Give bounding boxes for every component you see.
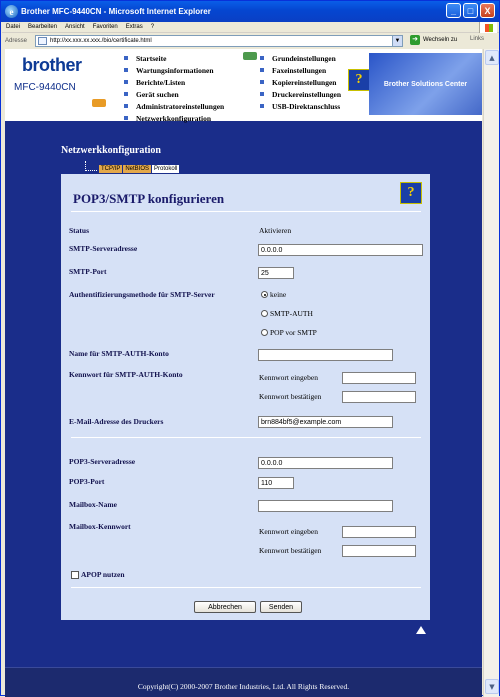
smtp-password-input[interactable] [342, 372, 416, 384]
bullet-icon [124, 116, 128, 120]
nav-left [124, 52, 224, 124]
menu-view[interactable]: Ansicht [65, 24, 85, 30]
printer-email-label: E-Mail-Adresse des Druckers [69, 417, 164, 426]
go-label: Wechseln zu [423, 37, 458, 43]
pop3-port-label: POP3-Port [69, 477, 105, 486]
tab-protocol[interactable]: Protokoll [154, 166, 178, 172]
radio-icon [261, 329, 268, 336]
radio-icon [261, 310, 268, 317]
auth-method-label: Authentifizierungsmethode für SMTP-Server [69, 290, 215, 299]
vertical-scrollbar[interactable] [483, 49, 499, 697]
bullet-icon [124, 80, 128, 84]
tab-connector [85, 161, 97, 171]
window-title: Brother MFC-9440CN - Microsoft Internet Explorer [21, 7, 211, 16]
page-icon [38, 37, 47, 45]
divider [71, 211, 421, 212]
bullet-icon [124, 104, 128, 108]
nav-item-maintenance[interactable]: Wartungsinformationen [124, 64, 224, 76]
scroll-down-icon[interactable]: ▼ [485, 679, 499, 694]
menu-file[interactable]: Datei [6, 24, 21, 30]
radio-selected-icon [261, 291, 268, 298]
smtp-port-input[interactable]: 25 [258, 267, 294, 279]
minimize-button[interactable]: _ [446, 3, 461, 18]
page-content [5, 49, 482, 697]
checkbox-icon [71, 571, 79, 579]
auth-radio-pop-before-smtp[interactable]: POP vor SMTP [261, 328, 317, 337]
pop3-port-input[interactable]: 110 [258, 477, 294, 489]
bullet-icon [260, 56, 264, 60]
smtp-auth-name-input[interactable] [258, 349, 393, 361]
status-value: Aktivieren [259, 226, 292, 235]
nav-item-fax[interactable]: Faxeinstellungen [260, 64, 341, 76]
tabs [99, 165, 179, 173]
mailbox-pw-enter-label: Kennwort eingeben [259, 527, 318, 536]
nav-item-printer[interactable]: Druckereinstellungen [260, 88, 341, 100]
cancel-button[interactable]: Abbrechen [194, 601, 256, 613]
menu-tools[interactable]: Extras [125, 24, 143, 30]
nav-item-admin[interactable]: Administratoreinstellungen [124, 100, 224, 112]
form-panel [61, 174, 430, 620]
divider [71, 587, 421, 588]
windows-logo-icon [479, 22, 497, 33]
pop3-server-label: POP3-Serveradresse [69, 457, 136, 466]
bullet-icon [124, 56, 128, 60]
mailbox-pw-confirm-label: Kennwort bestätigen [259, 546, 322, 555]
form-heading: POP3/SMTP konfigurieren [73, 191, 225, 206]
nav-item-copy[interactable]: Kopiereinstellungen [260, 76, 341, 88]
mailbox-password-input[interactable] [342, 526, 416, 538]
status-label: Status [69, 226, 90, 235]
nav-item-network[interactable]: Netzwerkkonfiguration [124, 112, 224, 124]
scroll-to-top-icon[interactable] [416, 626, 426, 634]
address-url: http://xx.xxx.xx.xxx./bio/certificate.html [50, 38, 152, 44]
smtp-server-input[interactable]: 0.0.0.0 [258, 244, 423, 256]
hand-pointer-icon [243, 52, 257, 60]
apop-checkbox[interactable]: APOP nutzen [71, 570, 125, 579]
address-input[interactable] [35, 35, 403, 47]
go-button[interactable] [410, 35, 457, 45]
bullet-icon [260, 104, 264, 108]
solutions-center-link[interactable]: Brother Solutions Center [369, 53, 482, 115]
menu-bar [2, 22, 499, 33]
bullet-icon [124, 92, 128, 96]
brother-logo: brother [22, 55, 82, 75]
ie-icon: e [5, 5, 18, 18]
tab-netbios[interactable]: NetBIOS [125, 166, 150, 172]
bullet-icon [260, 68, 264, 72]
chevron-down-icon[interactable]: ▼ [392, 36, 402, 46]
smtp-auth-password-label: Kennwort für SMTP-AUTH-Konto [69, 370, 183, 379]
smtp-server-label: SMTP-Serveradresse [69, 244, 138, 253]
page-header [5, 49, 482, 121]
bullet-icon [124, 68, 128, 72]
send-button[interactable]: Senden [260, 601, 302, 613]
title-bar[interactable] [1, 1, 499, 22]
printer-email-input[interactable]: brn884bf5@example.com [258, 416, 393, 428]
nav-item-find-device[interactable]: Gerät suchen [124, 88, 224, 100]
scroll-up-icon[interactable]: ▲ [485, 50, 499, 65]
menu-help[interactable]: ? [150, 24, 155, 30]
pop3-server-input[interactable]: 0.0.0.0 [258, 457, 393, 469]
help-icon[interactable]: ? [348, 69, 370, 91]
mailbox-password-label: Mailbox-Kennwort [69, 522, 131, 531]
go-arrow-icon: ➜ [410, 35, 420, 45]
auth-radio-smtp-auth[interactable]: SMTP-AUTH [261, 309, 313, 318]
auth-radio-none[interactable]: keine [261, 290, 286, 299]
links-button[interactable]: Links [470, 36, 485, 42]
menu-favorites[interactable]: Favoriten [92, 24, 118, 30]
model-name: MFC-9440CN [14, 82, 76, 93]
smtp-pw-enter-label: Kennwort eingeben [259, 373, 318, 382]
mailbox-name-label: Mailbox-Name [69, 500, 117, 509]
address-bar [2, 34, 499, 48]
nav-item-general[interactable]: Grundeinstellungen [260, 52, 341, 64]
tab-tcpip[interactable]: TCP/IP [101, 166, 121, 172]
hand-pointer-icon [92, 99, 106, 107]
bullet-icon [260, 92, 264, 96]
help-icon[interactable]: ? [400, 182, 422, 204]
nav-item-usb[interactable]: USB-Direktanschluss [260, 100, 341, 112]
nav-item-home[interactable]: Startseite [124, 52, 224, 64]
close-button[interactable]: X [480, 3, 495, 18]
smtp-password-confirm-input[interactable] [342, 391, 416, 403]
address-label: Adresse [5, 38, 28, 44]
page-title: Netzwerkkonfiguration [61, 145, 161, 156]
mailbox-name-input[interactable] [258, 500, 393, 512]
smtp-pw-confirm-label: Kennwort bestätigen [259, 392, 322, 401]
bullet-icon [260, 80, 264, 84]
mailbox-password-confirm-input[interactable] [342, 545, 416, 557]
smtp-auth-name-label: Name für SMTP-AUTH-Konto [69, 349, 169, 358]
footer-copyright: Copyright(C) 2000-2007 Brother Industries, Ltd. All Rights Reserved. [5, 667, 482, 697]
maximize-button[interactable]: □ [463, 3, 478, 18]
smtp-port-label: SMTP-Port [69, 267, 107, 276]
divider [71, 437, 421, 438]
nav-right [260, 52, 341, 112]
nav-item-reports[interactable]: Berichte/Listen [124, 76, 224, 88]
menu-edit[interactable]: Bearbeiten [28, 24, 58, 30]
